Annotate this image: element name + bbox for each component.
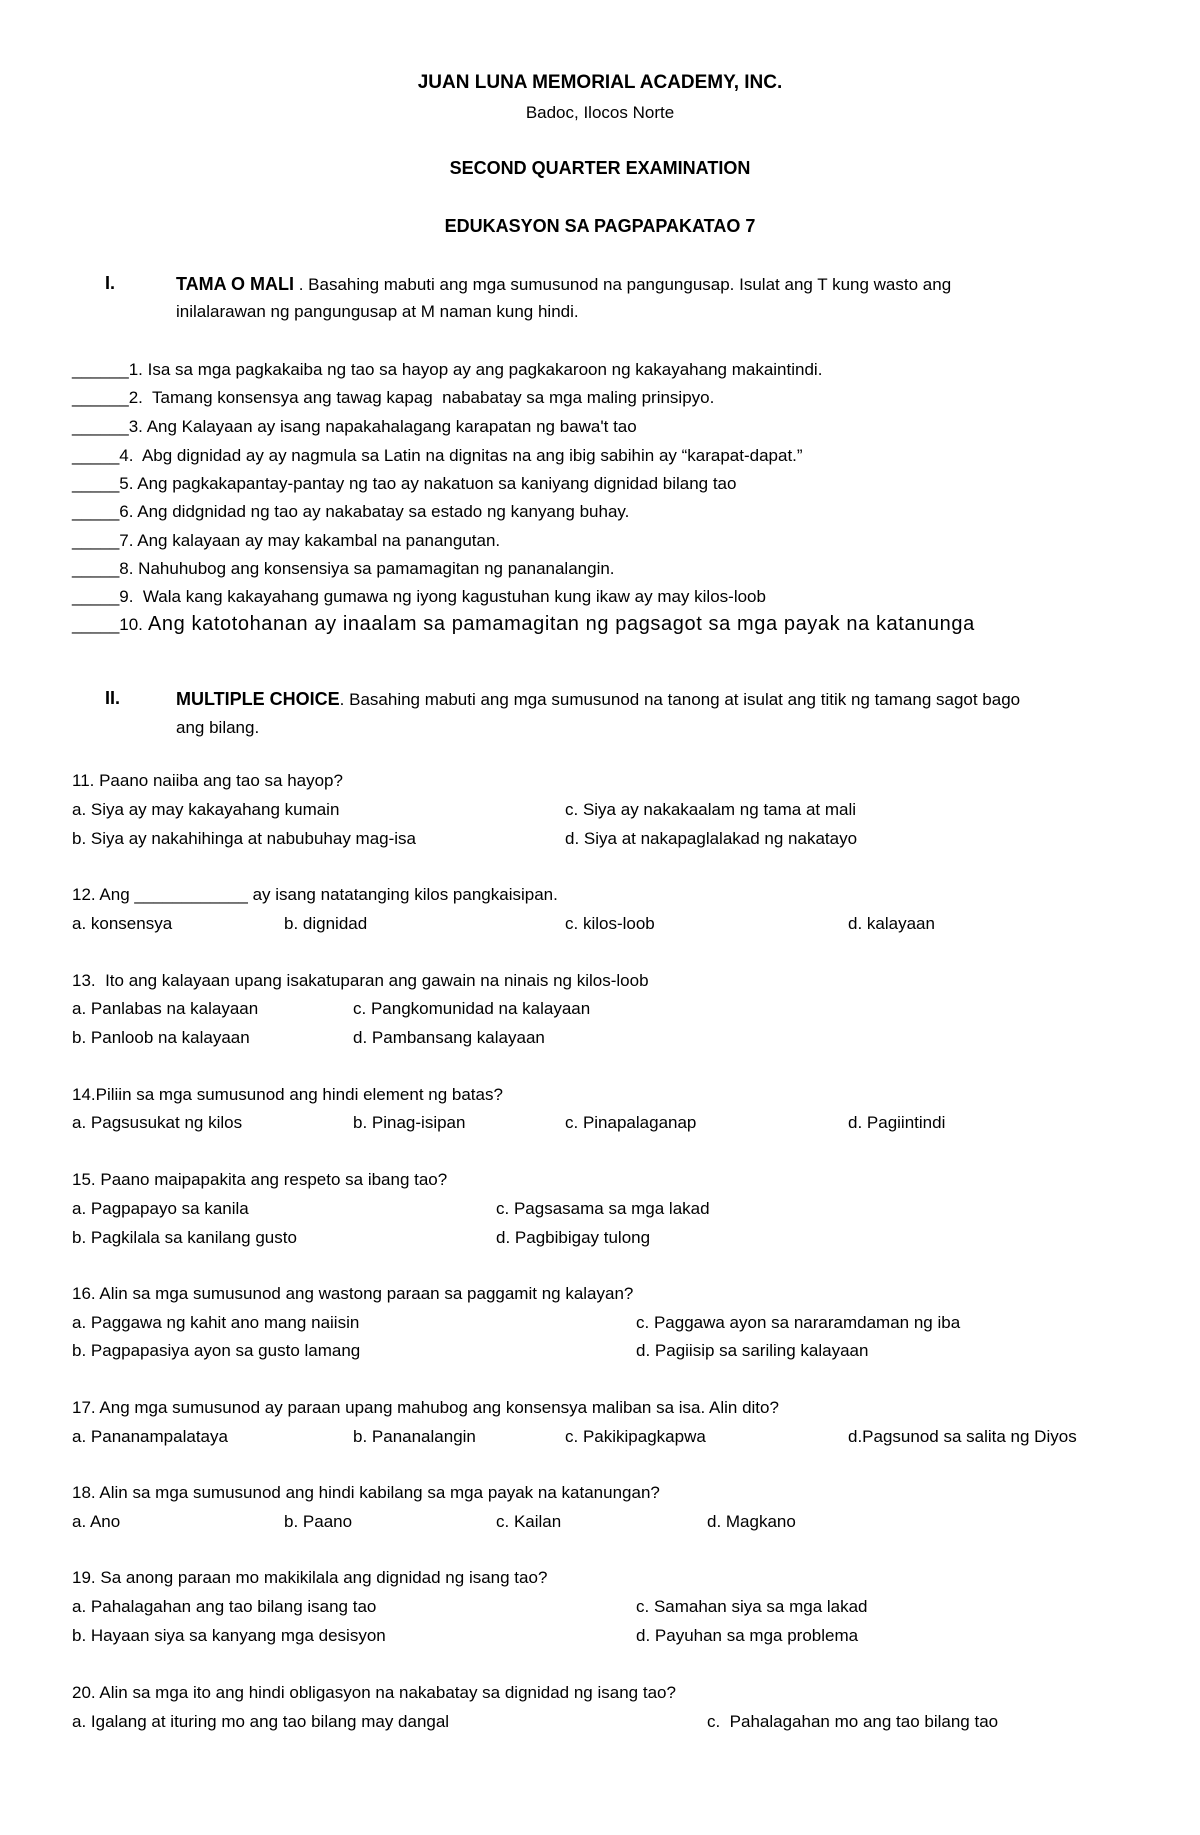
option-d: d. Pagiisip sa sariling kalayaan — [636, 1341, 869, 1360]
section-1-instructions-line1: . Basahing mabuti ang mga sumusunod na pangungusap. Isulat ang T kung wasto ang — [293, 275, 952, 294]
school-name: JUAN LUNA MEMORIAL ACADEMY, INC. — [417, 72, 783, 93]
option-a: a. konsensya — [72, 914, 173, 933]
question-20: 20. Alin sa mga ito ang hindi obligasyon na nakabatay sa dignidad ng isang tao? — [72, 1683, 676, 1702]
option-d: d. Payuhan sa mga problema — [636, 1626, 859, 1645]
option-c: c. Pakikipagkapwa — [565, 1427, 706, 1446]
option-a: a. Siya ay may kakayahang kumain — [72, 800, 340, 819]
option-c: c. Pangkomunidad na kalayaan — [353, 999, 591, 1018]
section-1-instructions — [176, 270, 1136, 299]
tf-item-10-text: Ang katotohanan ay inaalam sa pamamagitan ng pagsagot sa mga payak na katanunga — [142, 613, 975, 635]
option-c: c. Kailan — [496, 1512, 562, 1531]
option-a: a. Ano — [72, 1512, 121, 1531]
tf-item-10 — [72, 613, 975, 636]
section-1-number: I. — [105, 273, 116, 293]
option-b: b. Paano — [284, 1512, 353, 1531]
question-12: 12. Ang ____________ ay isang natatanging kilos pangkaisipan. — [72, 885, 558, 904]
option-a: a. Pagsusukat ng kilos — [72, 1113, 243, 1132]
tf-item: _____9. Wala kang kakayahang gumawa ng iyong kagustuhan kung ikaw ay may kilos-loob — [72, 587, 766, 606]
option-d: d. Pagiintindi — [848, 1113, 946, 1132]
question-17: 17. Ang mga sumusunod ay paraan upang mahubog ang konsensya maliban sa isa. Alin dito? — [72, 1398, 779, 1417]
question-18: 18. Alin sa mga sumusunod ang hindi kabilang sa mga payak na katanungan? — [72, 1483, 660, 1502]
school-location: Badoc, Ilocos Norte — [525, 103, 675, 122]
tf-item: _____7. Ang kalayaan ay may kakambal na panangutan. — [72, 531, 501, 550]
option-b: b. Pananalangin — [353, 1427, 476, 1446]
option-d: d.Pagsunod sa salita ng Diyos — [848, 1427, 1077, 1446]
question-13: 13. Ito ang kalayaan upang isakatuparan ang gawain na ninais ng kilos-loob — [72, 971, 649, 990]
option-b: b. Pagkilala sa kanilang gusto — [72, 1228, 297, 1247]
option-d: d. Pambansang kalayaan — [353, 1028, 545, 1047]
question-19: 19. Sa anong paraan mo makikilala ang dignidad ng isang tao? — [72, 1568, 548, 1587]
question-11: 11. Paano naiiba ang tao sa hayop? — [72, 771, 343, 790]
option-c: c. kilos-loob — [565, 914, 655, 933]
option-c: c. Pagsasama sa mga lakad — [496, 1199, 710, 1218]
option-a: a. Pahalagahan ang tao bilang isang tao — [72, 1597, 377, 1616]
tf-item: _____4. Abg dignidad ay ay nagmula sa Latin na dignitas na ang ibig sabihin ay “karapat-dapat.” — [72, 446, 803, 465]
section-1-title: TAMA O MALI — [176, 274, 294, 294]
section-2-title: MULTIPLE CHOICE — [176, 689, 340, 709]
question-15: 15. Paano maipapakita ang respeto sa ibang tao? — [72, 1170, 448, 1189]
tf-item: _____5. Ang pagkakapantay-pantay ng tao ay nakatuon sa kaniyang dignidad bilang tao — [72, 474, 737, 493]
option-d: d. Pagbibigay tulong — [496, 1228, 651, 1247]
option-b: b. Hayaan siya sa kanyang mga desisyon — [72, 1626, 386, 1645]
tf-item: _____6. Ang didgnidad ng tao ay nakabatay sa estado ng kanyang buhay. — [72, 502, 630, 521]
section-2-instructions-line1: . Basahing mabuti ang mga sumusunod na tanong at isulat ang titik ng tamang sagot bago — [339, 690, 1021, 709]
option-d: d. kalayaan — [848, 914, 935, 933]
option-c: c. Pahalagahan mo ang tao bilang tao — [707, 1712, 999, 1731]
option-a: a. Igalang at ituring mo ang tao bilang may dangal — [72, 1712, 450, 1731]
option-d: d. Siya at nakapaglalakad ng nakatayo — [565, 829, 858, 848]
option-b: b. Pagpapasiya ayon sa gusto lamang — [72, 1341, 361, 1360]
option-a: a. Pananampalataya — [72, 1427, 228, 1446]
subject-title: EDUKASYON SA PAGPAPAKATAO 7 — [444, 216, 756, 236]
tf-item: ______2. Tamang konsensya ang tawag kapag nababatay sa mga maling prinsipyo. — [72, 388, 715, 407]
tf-item: _____8. Nahuhubog ang konsensiya sa pamamagitan ng pananalangin. — [72, 559, 615, 578]
option-a: a. Pagpapayo sa kanila — [72, 1199, 249, 1218]
option-b: b. Panloob na kalayaan — [72, 1028, 250, 1047]
section-2-instructions — [176, 685, 1136, 714]
section-2-instructions-line2: ang bilang. — [176, 718, 260, 737]
option-b: b. dignidad — [284, 914, 368, 933]
option-b: b. Siya ay nakahihinga at nabubuhay mag-isa — [72, 829, 417, 848]
option-d: d. Magkano — [707, 1512, 796, 1531]
tf-item: ______1. Isa sa mga pagkakaiba ng tao sa hayop ay ang pagkakaroon ng kakayahang makaintindi. — [72, 360, 823, 379]
option-c: c. Pinapalaganap — [565, 1113, 697, 1132]
option-a: a. Panlabas na kalayaan — [72, 999, 259, 1018]
question-16: 16. Alin sa mga sumusunod ang wastong paraan sa paggamit ng kalayan? — [72, 1284, 634, 1303]
tf-item-10-number: _____10. — [72, 615, 143, 634]
tf-item: ______3. Ang Kalayaan ay isang napakahalagang karapatan ng bawa't tao — [72, 417, 637, 436]
section-2-number: II. — [105, 688, 121, 708]
exam-title: SECOND QUARTER EXAMINATION — [449, 158, 751, 178]
option-a: a. Paggawa ng kahit ano mang naiisin — [72, 1313, 360, 1332]
section-1-instructions-line2: inilalarawan ng pangungusap at M naman kung hindi. — [176, 302, 579, 321]
question-14: 14.Piliin sa mga sumusunod ang hindi element ng batas? — [72, 1085, 503, 1104]
option-c: c. Paggawa ayon sa nararamdaman ng iba — [636, 1313, 961, 1332]
option-c: c. Siya ay nakakaalam ng tama at mali — [565, 800, 857, 819]
option-c: c. Samahan siya sa mga lakad — [636, 1597, 868, 1616]
option-b: b. Pinag-isipan — [353, 1113, 466, 1132]
